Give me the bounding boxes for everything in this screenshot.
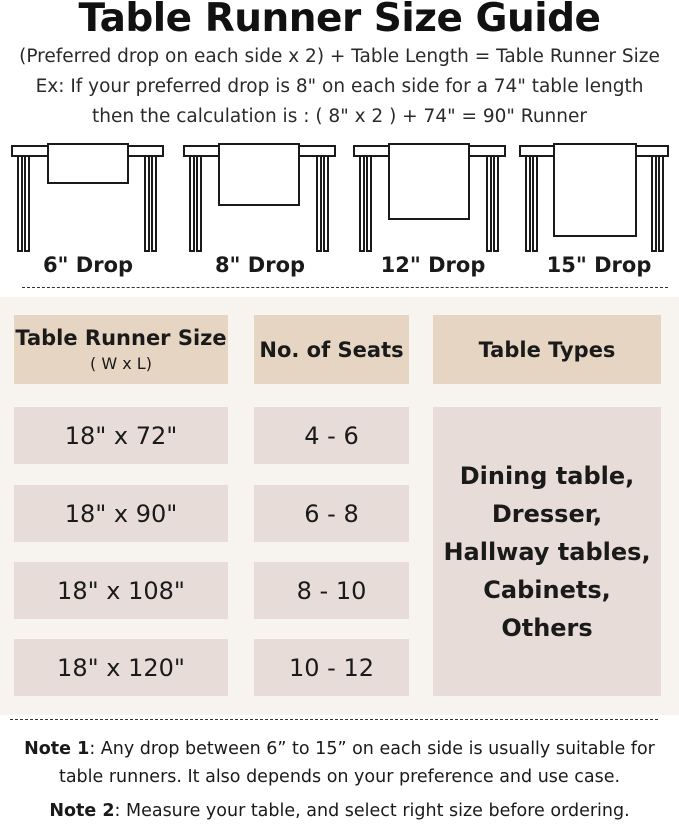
example-line-1: Ex: If your preferred drop is 8" on each side for a 74" table length (35, 76, 644, 97)
drop-label-6: 6" Drop (42, 253, 134, 277)
row-size: 18" x 120" (14, 639, 228, 696)
note-1-text-2: table runners. It also depends on your preference and use case. (58, 767, 621, 787)
example-line-2: then the calculation is : ( 8" x 2 ) + 74" = 90" Runner (92, 106, 587, 127)
table-type-item: Dresser, (491, 499, 603, 528)
drop-label-12: 12" Drop (380, 253, 486, 277)
table-types-list (433, 407, 661, 696)
row-seats: 4 - 6 (254, 407, 409, 464)
formula-text: (Preferred drop on each side x 2) + Table Length = Table Runner Size (19, 46, 660, 67)
table-illustration-15-drop (520, 144, 668, 251)
drop-label-8: 8" Drop (214, 253, 306, 277)
page-title: Table Runner Size Guide (78, 0, 601, 41)
drop-label-15: 15" Drop (546, 253, 652, 277)
note-2-text: : Measure your table, and select right size before ordering. (114, 801, 630, 821)
header-seats (254, 315, 409, 384)
note-1-text: : Any drop between 6” to 15” on each side is usually suitable for (89, 739, 655, 759)
note-2-label: Note 2 (49, 801, 115, 821)
size-table (0, 297, 679, 715)
table-type-item: Dining table, (459, 461, 635, 490)
table-type-item: Cabinets, (483, 575, 611, 604)
note-2 (0, 797, 679, 825)
table-illustration-6-drop (12, 144, 163, 251)
row-size: 18" x 90" (14, 485, 228, 542)
header-runner-size-sub: ( W x L) (90, 354, 152, 373)
table-illustration-12-drop (354, 144, 505, 251)
note-1 (0, 735, 679, 791)
divider (10, 719, 658, 720)
row-size: 18" x 108" (14, 562, 228, 619)
row-seats: 10 - 12 (254, 639, 409, 696)
row-seats: 8 - 10 (254, 562, 409, 619)
header-table-types-label: Table Types (478, 337, 616, 362)
header-runner-size-label: Table Runner Size (15, 326, 227, 350)
header-runner-size (14, 315, 228, 384)
header-table-types (433, 315, 661, 384)
table-illustration-8-drop (184, 144, 335, 251)
note-1-label: Note 1 (24, 739, 90, 759)
drop-illustrations (0, 135, 679, 285)
table-type-item: Others (501, 613, 593, 642)
row-size: 18" x 72" (14, 407, 228, 464)
row-seats: 6 - 8 (254, 485, 409, 542)
header-seats-label: No. of Seats (259, 337, 404, 362)
table-type-item: Hallway tables, (443, 537, 651, 566)
divider (22, 287, 668, 288)
